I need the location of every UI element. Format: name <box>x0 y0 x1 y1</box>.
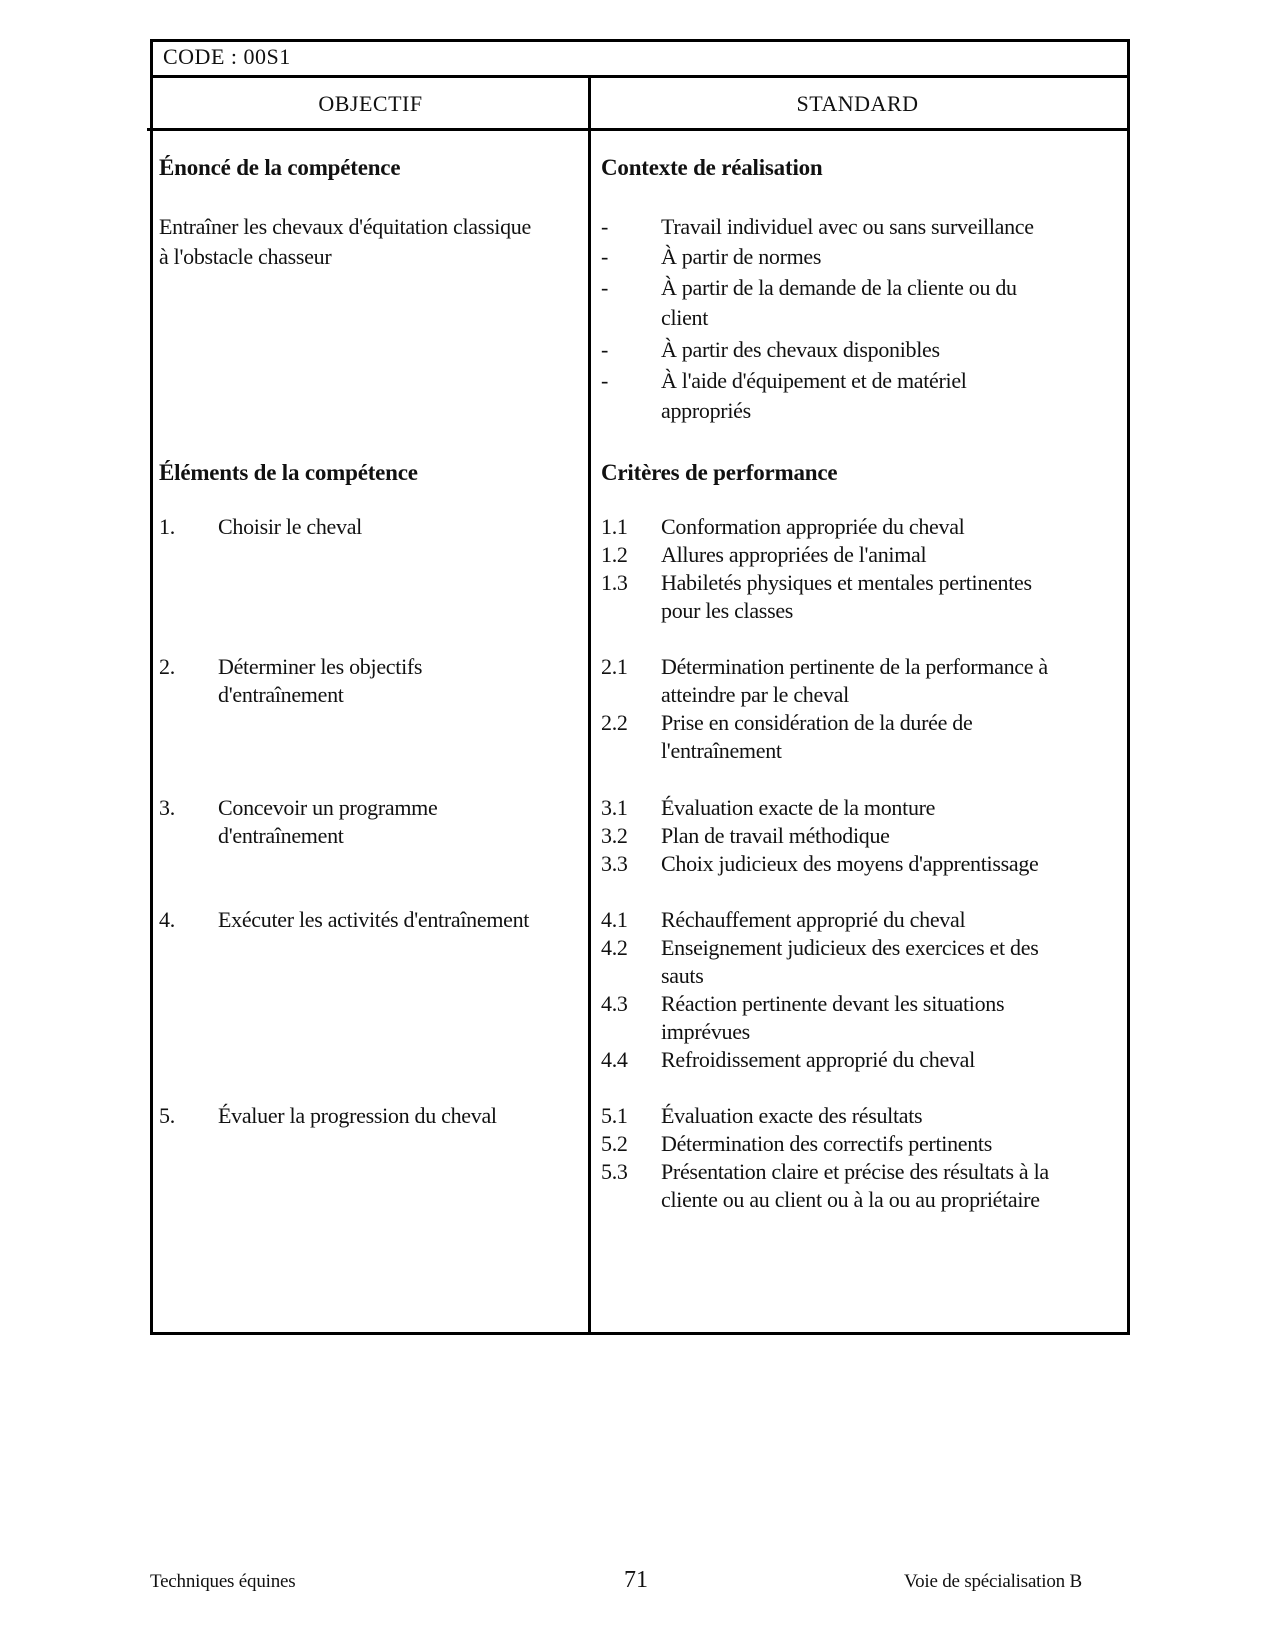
criterion-number: 3.1 <box>601 795 628 820</box>
element-text: Choisir le cheval <box>218 514 362 539</box>
criterion-text: Présentation claire et précise des résultats à la <box>661 1159 1049 1184</box>
context-text: Travail individuel avec ou sans surveillance <box>661 214 1034 239</box>
element-text: d'entraînement <box>218 682 344 707</box>
element-text: d'entraînement <box>218 823 344 848</box>
bullet-dash: - <box>601 244 609 269</box>
criterion-text: Réchauffement approprié du cheval <box>661 907 966 932</box>
statement-title: Énoncé de la compétence <box>159 155 401 180</box>
element-number: 4. <box>159 907 175 932</box>
criterion-text: Plan de travail méthodique <box>661 823 890 848</box>
criterion-number: 5.2 <box>601 1131 628 1156</box>
element-text: Exécuter les activités d'entraînement <box>218 907 530 932</box>
element-number: 2. <box>159 654 175 679</box>
criterion-text: cliente ou au client ou à la ou au propriétaire <box>661 1187 1040 1212</box>
criterion-number: 2.1 <box>601 654 628 679</box>
criterion-text: pour les classes <box>661 598 794 623</box>
criterion-text: Refroidissement approprié du cheval <box>661 1047 975 1072</box>
criterion-text: Détermination pertinente de la performance à <box>661 654 1048 679</box>
bullet-dash: - <box>601 368 609 393</box>
criterion-number: 4.1 <box>601 907 628 932</box>
context-text: À partir des chevaux disponibles <box>661 337 940 362</box>
criterion-text: Conformation appropriée du cheval <box>661 514 965 539</box>
criterion-number: 1.1 <box>601 514 628 539</box>
context-text: appropriés <box>661 398 751 423</box>
criterion-text: sauts <box>661 963 704 988</box>
context-text: À l'aide d'équipement et de matériel <box>661 368 967 393</box>
element-text: Concevoir un programme <box>218 795 438 820</box>
element-text: Évaluer la progression du cheval <box>218 1103 497 1128</box>
criterion-number: 4.2 <box>601 935 628 960</box>
statement-line: à l'obstacle chasseur <box>159 244 332 269</box>
criterion-number: 5.3 <box>601 1159 628 1184</box>
page-number: 71 <box>624 1567 648 1593</box>
criterion-text: Détermination des correctifs pertinents <box>661 1131 993 1156</box>
context-title: Contexte de réalisation <box>601 155 823 180</box>
column-header-objectif: OBJECTIF <box>318 91 423 116</box>
column-divider <box>588 75 591 1332</box>
criterion-text: l'entraînement <box>661 738 782 763</box>
element-number: 1. <box>159 514 175 539</box>
element-text: Déterminer les objectifs <box>218 654 423 679</box>
criterion-number: 1.2 <box>601 542 628 567</box>
criterion-text: Habiletés physiques et mentales pertinentes <box>661 570 1032 595</box>
criterion-text: Choix judicieux des moyens d'apprentissage <box>661 851 1039 876</box>
criterion-text: atteindre par le cheval <box>661 682 849 707</box>
criterion-text: Prise en considération de la durée de <box>661 710 973 735</box>
element-number: 3. <box>159 795 175 820</box>
element-number: 5. <box>159 1103 175 1128</box>
header-row-divider <box>147 128 1127 131</box>
footer-specialization: Voie de spécialisation B <box>904 1571 1082 1592</box>
bullet-dash: - <box>601 275 609 300</box>
statement-text <box>159 212 584 272</box>
criterion-number: 2.2 <box>601 710 628 735</box>
context-text: À partir de normes <box>661 244 822 269</box>
criteria-title: Critères de performance <box>601 460 838 485</box>
bullet-dash: - <box>601 337 609 362</box>
criterion-text: Évaluation exacte des résultats <box>661 1103 923 1128</box>
statement-line: Entraîner les chevaux d'équitation classique <box>159 214 531 239</box>
bullet-dash: - <box>601 214 609 239</box>
criterion-text: Réaction pertinente devant les situations <box>661 991 1005 1016</box>
criterion-text: imprévues <box>661 1019 750 1044</box>
competency-code: CODE : 00S1 <box>163 44 291 69</box>
criterion-text: Évaluation exacte de la monture <box>661 795 936 820</box>
criterion-number: 5.1 <box>601 1103 628 1128</box>
column-header-standard: STANDARD <box>796 91 919 116</box>
elements-title: Éléments de la compétence <box>159 460 418 485</box>
criterion-text: Enseignement judicieux des exercices et des <box>661 935 1039 960</box>
footer-program-name: Techniques équines <box>150 1571 296 1592</box>
criterion-number: 4.3 <box>601 991 628 1016</box>
code-row-divider <box>150 75 1127 78</box>
criterion-number: 3.3 <box>601 851 628 876</box>
criterion-number: 1.3 <box>601 570 628 595</box>
criterion-text: Allures appropriées de l'animal <box>661 542 927 567</box>
criterion-number: 3.2 <box>601 823 628 848</box>
criterion-number: 4.4 <box>601 1047 628 1072</box>
context-text: client <box>661 305 709 330</box>
context-text: À partir de la demande de la cliente ou du <box>661 275 1017 300</box>
